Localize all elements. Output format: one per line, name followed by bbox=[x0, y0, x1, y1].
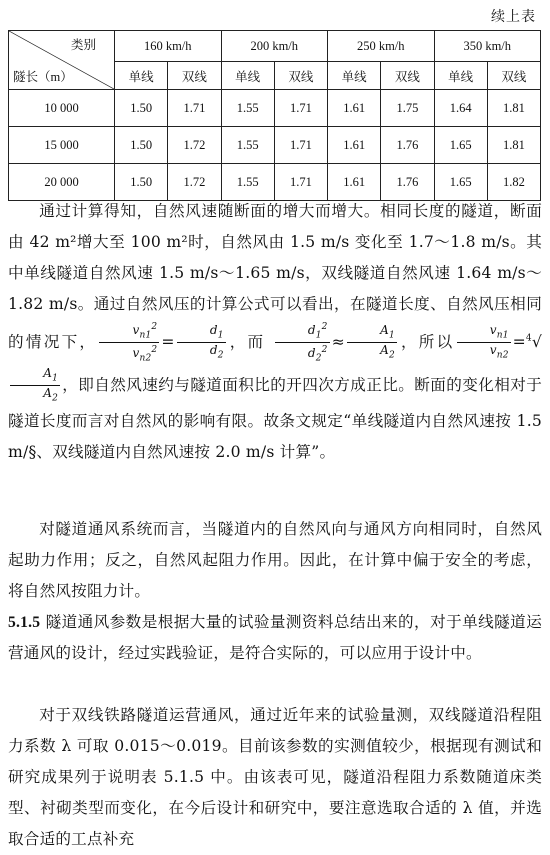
subhead: 双线 bbox=[487, 62, 540, 90]
cell: 1.76 bbox=[381, 164, 434, 201]
speed-header: 200 km/h bbox=[221, 31, 328, 62]
paragraph-text: 通过计算得知，自然风速随断面的增大而增大。相同长度的隧道，断面由 42 m²增大至 100 m²时，自然风由 1.5 m/s 变化至 1.7～1.8 m/s。其中单线隧道自然风速 1.5 m/s～1.65 m/s，双线隧道自然风速 1.64 m/s～1.82 m/s。通过自然风压的计算公式可以看出，在隧道长度、自然风压相同的情况下， bbox=[8, 202, 542, 351]
subhead: 双线 bbox=[381, 62, 434, 90]
corner-bottom: 隧长（m） bbox=[13, 70, 73, 84]
cell: 1.82 bbox=[487, 164, 540, 201]
section-text: 隧道通风参数是根据大量的试验量测资料总结出来的，对于单线隧道运营通风的设计，经过实践验证，是符合实际的，可以应用于设计中。 bbox=[8, 613, 542, 662]
corner-cell bbox=[9, 31, 115, 90]
cell: 1.75 bbox=[381, 90, 434, 127]
cell: 1.65 bbox=[434, 164, 487, 201]
formula-d-squared: $\frac{d_1^2}{d_2^2}$ bbox=[275, 320, 330, 366]
row-length: 20 000 bbox=[9, 164, 115, 201]
cell: 1.71 bbox=[168, 90, 221, 127]
paragraph-double-line: 对于双线铁路隧道运营通风，通过近年来的试验量测，双线隧道沿程阻力系数 λ 可取 0.015～0.019。目前该参数的实测值较少，根据现有测试和研究成果列于说明表 5.1.5 中。由该表可见，隧道沿程阻力系数随道床类型、衬砌类型而变化，在今后设计和研究中，要注意选取合适的 λ 值，并选取合适的工点补充 bbox=[8, 706, 542, 848]
section-number: 5.1.5 bbox=[8, 614, 41, 631]
table-row bbox=[9, 127, 541, 164]
row-length: 10 000 bbox=[9, 90, 115, 127]
table-row bbox=[9, 164, 541, 201]
paragraph-text: ，而 bbox=[227, 332, 266, 351]
cell: 1.71 bbox=[274, 127, 327, 164]
table-row bbox=[9, 90, 541, 127]
section-5-1-5 bbox=[8, 607, 542, 669]
cell: 1.71 bbox=[274, 164, 327, 201]
cell: 1.81 bbox=[487, 90, 540, 127]
wind-speed-table bbox=[8, 30, 541, 201]
cell: 1.50 bbox=[115, 164, 168, 201]
subhead: 单线 bbox=[115, 62, 168, 90]
row-length: 15 000 bbox=[9, 127, 115, 164]
paragraph-text: ，即自然风速约与隧道面积比的开四次方成正比。断面的变化相对于隧道长度而言对自然风的影响有限。故条文规定“单线隧道内自然风速按 1.5 m/§、双线隧道内自然风速按 2.0 m/s 计算”。 bbox=[8, 375, 542, 461]
cell: 1.50 bbox=[115, 90, 168, 127]
subhead: 双线 bbox=[274, 62, 327, 90]
cell: 1.71 bbox=[274, 90, 327, 127]
formula-area-ratio: $\frac{A_1}{A_2}$ bbox=[347, 323, 397, 363]
speed-header: 250 km/h bbox=[328, 31, 435, 62]
subhead: 单线 bbox=[434, 62, 487, 90]
cell: 1.55 bbox=[221, 127, 274, 164]
cell: 1.61 bbox=[328, 164, 381, 201]
paragraph-wind-speed: 通过计算得知，自然风速随断面的增大而增大。相同长度的隧道，断面由 42 m²增大至 100 m²时，自然风由 1.5 m/s 变化至 1.7～1.8 m/s。其中单线隧道自然风速 1.5 m/s～1.65 m/s，双线隧道自然风速 1.64 m/s～1.82 m/s。通过自然风压的计算公式可以看出，在隧道长度、自然风压相同的情况下， $\frac{v_{n1}^2}{v_{n2}^2}$ = $\frac{d_1}{d_2}$ ，而 $\frac{d_1^2}{d_2^2}$ ≈ $\frac{A_1}{A_2}$ ，所以 $\frac{v_{n1}}{v_{n2}}$ =$^4$√ $\frac{A_1}{A_2}$ ，即自然风速约与隧道面积比的开四次方成正比。断面的变化相对于隧道长度而言对自然风的影响有限。故条文规定“单线隧道内自然风速按 1.5 m/§、双线隧道内自然风速按 2.0 m/s 计算”。 bbox=[8, 202, 542, 461]
speed-header: 160 km/h bbox=[115, 31, 222, 62]
cell: 1.72 bbox=[168, 127, 221, 164]
cell: 1.55 bbox=[221, 90, 274, 127]
cell: 1.65 bbox=[434, 127, 487, 164]
formula-velocity-ratio: $\frac{v_{n1}^2}{v_{n2}^2}$ bbox=[99, 320, 159, 366]
formula-d-ratio: $\frac{d_1}{d_2}$ bbox=[177, 323, 226, 363]
cell: 1.72 bbox=[168, 164, 221, 201]
continued-label: 续上表 bbox=[491, 9, 536, 25]
cell: 1.61 bbox=[328, 90, 381, 127]
formula-v-ratio: $\frac{v_{n1}}{v_{n2}}$ bbox=[457, 323, 511, 363]
corner-top: 类别 bbox=[70, 38, 96, 52]
cell: 1.64 bbox=[434, 90, 487, 127]
subhead: 单线 bbox=[328, 62, 381, 90]
cell: 1.81 bbox=[487, 127, 540, 164]
cell: 1.76 bbox=[381, 127, 434, 164]
paragraph-text: ，所以 bbox=[398, 332, 455, 351]
formula-root-area: $\frac{A_1}{A_2}$ bbox=[10, 366, 60, 406]
paragraph-natural-wind: 对隧道通风系统而言，当隧道内的自然风向与通风方向相同时，自然风起助力作用；反之，自然风起阻力作用。因此，在计算中偏于安全的考虑，将自然风按阻力计。 bbox=[8, 520, 542, 600]
subhead: 双线 bbox=[168, 62, 221, 90]
subhead: 单线 bbox=[221, 62, 274, 90]
cell: 1.61 bbox=[328, 127, 381, 164]
cell: 1.55 bbox=[221, 164, 274, 201]
cell: 1.50 bbox=[115, 127, 168, 164]
speed-header: 350 km/h bbox=[434, 31, 541, 62]
